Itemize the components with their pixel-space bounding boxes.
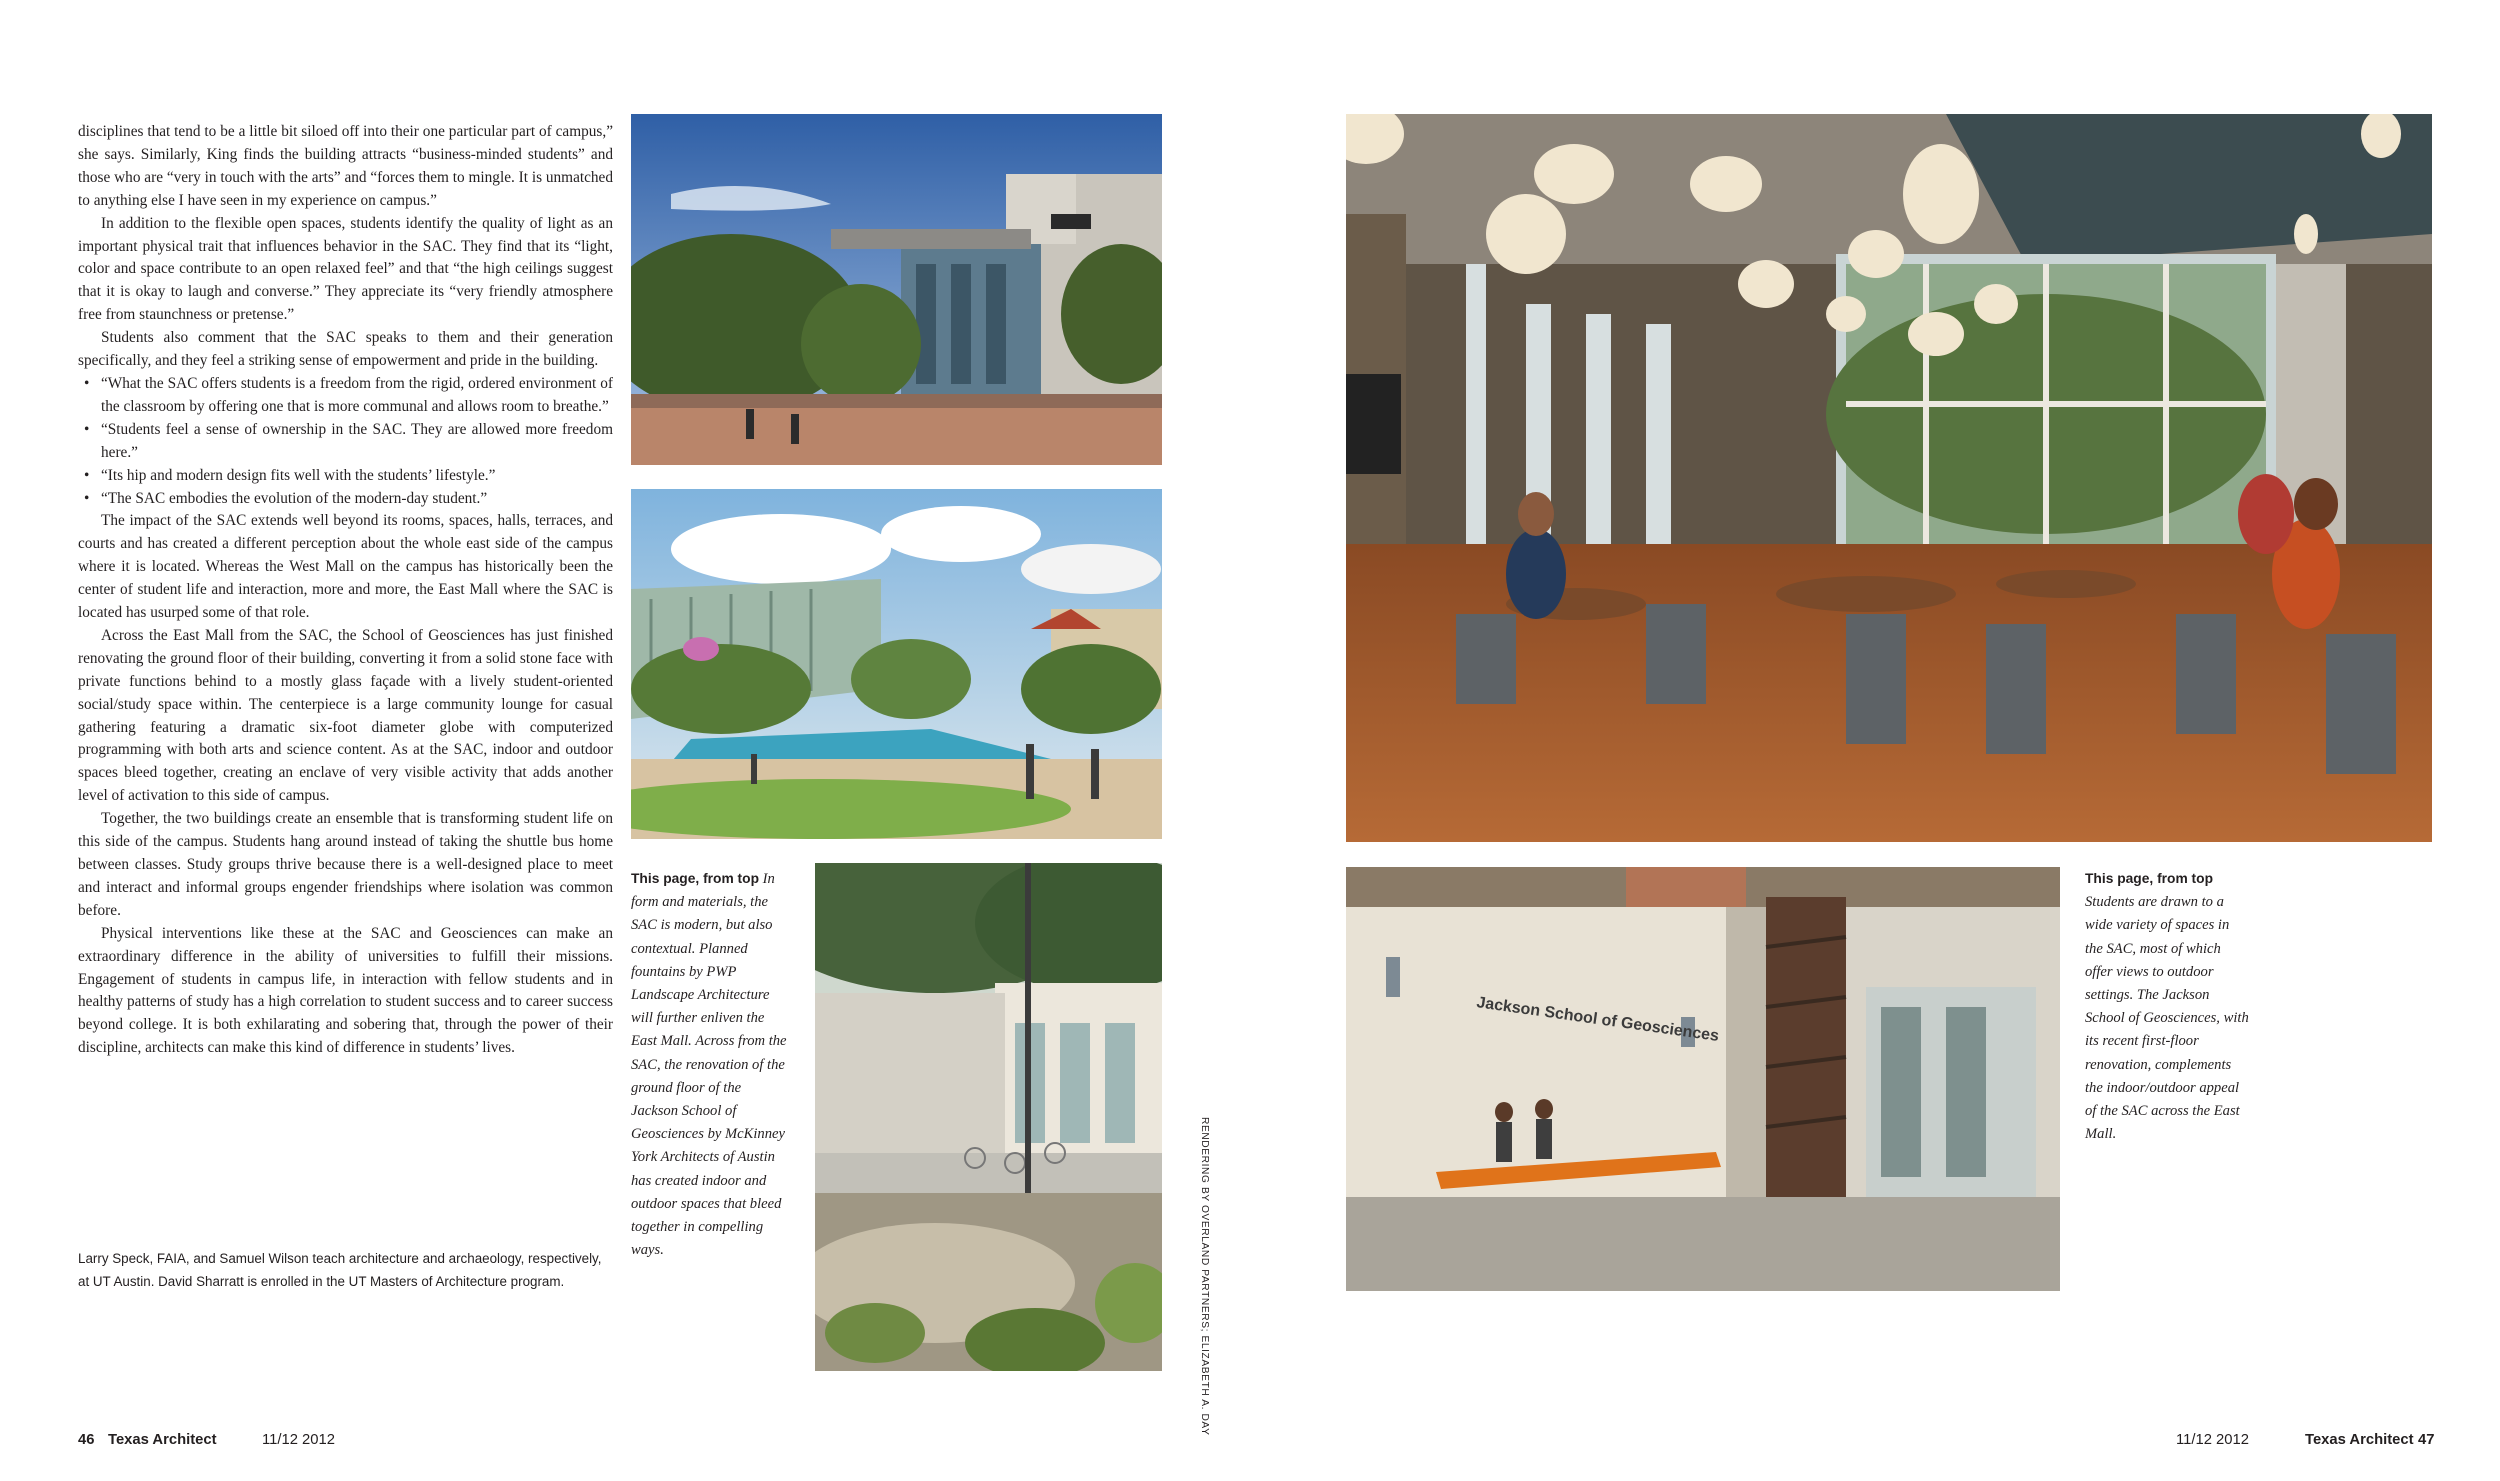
rendering-image: [631, 489, 1162, 839]
sac-exterior-photo: [631, 114, 1162, 465]
caption-text: In form and materials, the SAC is modern, but also contextual. Planned fountains by PWP Landscape Architecture will further enliven the East Mall. Across from the SAC, the renovation of the ground floor of the Jackson School of Geosciences by McKinney York Architects of Austin has created indoor and outdoor spaces that bleed together in compelling ways.: [631, 871, 787, 1259]
sac-exterior-image: [631, 114, 1162, 465]
caption-label: This page, from top: [631, 871, 760, 886]
right-issue-date: 11/12 2012: [2176, 1432, 2249, 1448]
article-paragraph: Students also comment that the SAC speaks to them and their generation specifically, and they feel a striking sense of empowerment and pride in the building.: [78, 329, 613, 370]
article-paragraph: disciplines that tend to be a little bit siloed off into their one particular part of campus,” she says. Similarly, King finds the building attracts “business-minded students” and those who are “very in touch with the arts” and “forces them to mingle. It is unmatched to anything else I have seen in my experience on campus.”: [78, 123, 613, 209]
left-magazine-title: Texas Architect: [108, 1432, 217, 1448]
left-issue-date: 11/12 2012: [262, 1432, 335, 1448]
left-page-caption: [631, 867, 790, 1262]
east-mall-rendering: [631, 489, 1162, 839]
student-quotes-list: [78, 373, 613, 510]
article-paragraph: The impact of the SAC extends well beyond its rooms, spaces, halls, terraces, and courts and has created a different perception about the whole east side of the campus where it is located. Whereas the West Mall on the campus has historically been the center of student life and interaction, more and more, the East Mall where the SAC is located has usurped some of that role.: [78, 512, 613, 622]
geosciences-courtyard-photo: [815, 863, 1162, 1371]
article-paragraph: Across the East Mall from the SAC, the School of Geosciences has just finished renovating the ground floor of their building, converting it from a solid stone face with private functions behind to a mostly glass façade with a lively student-oriented social/study space within. The centerpiece is a large community lounge for casual gathering featuring a dramatic six-foot diameter globe with computerized programming with both arts and science content. As at the SAC, indoor and outdoor spaces bleed together, creating an enclave of very visible activity that adds another level of activation to this side of campus.: [78, 626, 613, 805]
photo-credit: RENDERING BY OVERLAND PARTNERS; ELIZABETH A. DAY: [1199, 1117, 1210, 1436]
right-page-caption: [2085, 867, 2250, 1146]
right-magazine-title: Texas Architect: [2305, 1432, 2414, 1448]
left-page-number: 46: [78, 1432, 95, 1448]
caption-text: Students are drawn to a wide variety of spaces in the SAC, most of which offer views to outdoor settings. The Jackson School of Geosciences, with its recent first-floor renovation, complements the indoor/outdoor appeal of the SAC across the East Mall.: [2085, 894, 2249, 1143]
student-quote: • “Its hip and modern design fits well with the students’ lifestyle.”: [101, 465, 613, 488]
courtyard-image: [815, 863, 1162, 1371]
geosciences-sign: Jackson School of Geosciences: [1475, 994, 1720, 1045]
interior-image: [1346, 114, 2432, 842]
student-quote: • “The SAC embodies the evolution of the modern-day student.”: [101, 488, 613, 511]
caption-label: This page, from top: [2085, 871, 2214, 886]
article-body: [78, 121, 613, 1060]
article-paragraph: In addition to the flexible open spaces, students identify the quality of light as an important physical trait that influences behavior in the SAC. They find that its “light, color and space contribute to an open relaxed feel” and that “the high ceilings suggest that it is okay to laugh and converse.” They appreciate its “very friendly atmosphere free from staunchness or pretense.”: [78, 214, 613, 324]
sac-interior-photo: [1346, 114, 2432, 842]
right-page-number: 47: [2418, 1432, 2435, 1448]
author-bio: Larry Speck, FAIA, and Samuel Wilson teach architecture and archaeology, respectively, at UT Austin. David Sharratt is enrolled in the UT Masters of Architecture program.: [78, 1251, 602, 1289]
geosciences-exterior-photo: [1346, 867, 2060, 1291]
article-paragraph: Physical interventions like these at the SAC and Geosciences can make an extraordinary difference in the ability of universities to fulfill their missions. Engagement of students in campus life, in interaction with fellow students and in healthy patterns of study has a high correlation to student success and to career success beyond college. It is both exhilarating and sobering that, through the power of their discipline, architects can make this kind of difference in students’ lives.: [78, 924, 613, 1057]
article-paragraph: Together, the two buildings create an ensemble that is transforming student life on this side of the campus. Students hang around instead of taking the shuttle bus home between classes. Study groups thrive because there is a well-designed place to meet and interact and informal groups engender friendships where isolation was common before.: [78, 810, 613, 919]
student-quote: • “What the SAC offers students is a freedom from the rigid, ordered environment of the classroom by offering one that is more communal and allows room to breathe.”: [101, 373, 613, 419]
geosciences-image: [1346, 867, 2060, 1291]
student-quote: • “Students feel a sense of ownership in the SAC. They are allowed more freedom here.”: [101, 419, 613, 465]
